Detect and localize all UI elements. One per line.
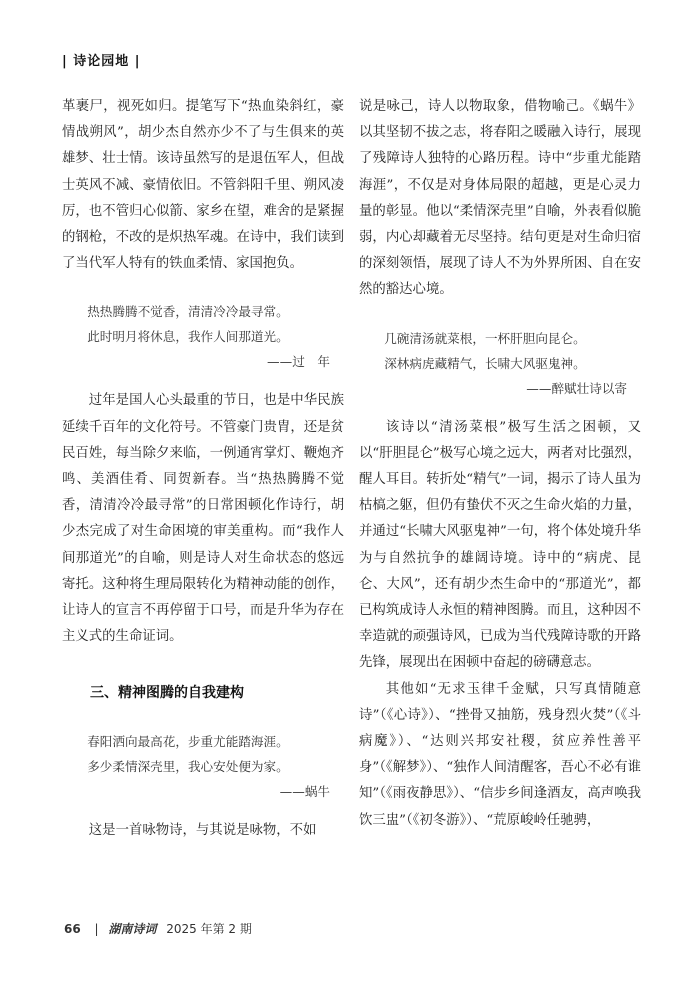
paragraph: 说是咏己，诗人以物取象，借物喻己。《蜗牛》以其坚韧不拔之志，将春阳之暖融入诗行，展现了残障诗人独特的心路历程。诗中“步重尤能踏海涯”，不仅是对身体局限的超越，更是心灵力量的彰显。他以“柔情深壳里”自喻，外表看似脆弱，内心却藏着无尽坚持。结句更是对生命归宿的深刻领悟，展现了诗人不为外界所困、自在安然的豁达心境。	[359, 99, 641, 298]
paragraph: 革裹尸，视死如归。提笔写下“热血染斜红，豪情战朔风”，胡少杰自然亦少不了与生俱来的英雄梦、壮士情。该诗虽然写的是退伍军人，但战士英风不减、豪情依旧。不管斜阳千里、朔风凌厉，也不管归心似箭、家乡在望，难舍的是紧握的钢枪，不改的是炽热军魂。在诗中，我们读到了当代军人特有的铁血柔情、家国抱负。	[62, 99, 344, 272]
section-header: | 诗论园地 |	[62, 54, 141, 69]
paragraph: 过年是国人心头最重的节日，也是中华民族延续千百年的文化符号。不管豪门贵胄，还是贫民百姓，每当除夕来临，一例通宵掌灯、鞭炮齐鸣、美酒佳肴、同贺新春。当“热热腾腾不觉香，清清冷冷最寻常”的日常困顿化作诗行，胡少杰完成了对生命困境的审美重构。而“我作人间那道光”的自喻，则是诗人对生命状态的悠远寄托。这种将生理局限转化为精神动能的创作，让诗人的宣言不再停留于口号，而是升华为存在主义式的生命证词。	[62, 393, 344, 645]
poem-attribution: ——醉赋壮诗以寄	[526, 380, 627, 396]
footer-separator: |	[94, 922, 99, 936]
poem-line: 深林病虎藏精气，长啸大风驱鬼神。	[384, 355, 586, 371]
paragraph: 其他如“无求玉律千金赋，只写真情随意诗”（《心诗》）、“挫骨又抽筋，残身烈火焚”（《斗病魔》）、“达则兴邦安社稷，贫应养性善平身”（《解梦》）、“独作人间清醒客，吾心不必有谁知”（《雨夜静思》）、“信步乡间逢酒友，高声唤我饮三盅”（《初冬游》）、“荒原峻岭任驰骋，	[359, 681, 641, 828]
poem-block	[359, 326, 641, 401]
poem-line: 此时明月将休息，我作人间那道光。	[87, 329, 289, 345]
poem-block	[62, 299, 344, 374]
poem-line: 热热腾腾不觉香，清清冷冷最寻常。	[87, 304, 289, 320]
poem-line: 几碗清汤就菜根，一杯肝胆向昆仑。	[384, 330, 586, 346]
paragraph: 该诗以“清汤菜根”极写生活之困顿，又以“肝胆昆仑”极写心境之远大，两者对比强烈，醒人耳目。转折处“精气”一词，揭示了诗人虽为枯槁之躯，但仍有蛰伏不灭之生命火焰的力量，并通过“长啸大风驱鬼神”一句，将个体处境升华为与自然抗争的雄阔诗境。诗中的“病虎、昆仑、大风”，还有胡少杰生命中的“那道光”，都已构筑成诗人永恒的精神图腾。而且，这种因不幸造就的顽强诗风，已成为当代残障诗歌的开路先锋，展现出在困顿中奋起的磅礴意志。	[359, 419, 641, 671]
right-column	[359, 94, 641, 834]
page-footer	[64, 920, 252, 937]
section-heading: 三、精神图腾的自我建构	[90, 685, 244, 702]
poem-line: 多少柔情深壳里，我心安处便为家。	[87, 758, 289, 774]
paragraph: 这是一首咏物诗，与其说是咏物，不如	[88, 822, 317, 838]
poem-line: 春阳洒向最高花，步重尤能踏海涯。	[87, 733, 289, 749]
issue-label: 2025 年第 2 期	[166, 922, 252, 936]
journal-name: 湖南诗词	[108, 922, 157, 936]
page-number: 66	[64, 922, 81, 936]
poem-attribution: ——蜗牛	[279, 783, 330, 799]
poem-block	[62, 729, 344, 804]
left-column	[62, 94, 344, 844]
poem-attribution: ——过 年	[267, 354, 330, 370]
